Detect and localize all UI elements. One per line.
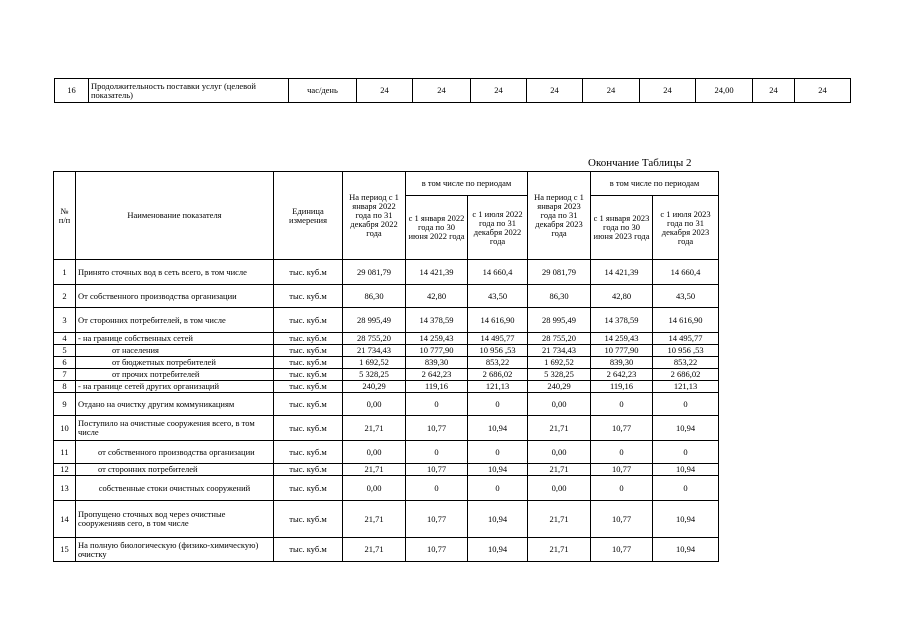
header-h1-2022: с 1 января 2022 года по 30 июня 2022 года [406,196,468,260]
table-row [54,381,719,393]
row-value: 24 [357,79,413,103]
row-value: 10,94 [468,464,528,476]
row-value: 21 734,43 [528,345,591,357]
table-row [54,285,719,308]
row-value: 2 642,23 [406,369,468,381]
row-value: 1 692,52 [343,357,406,369]
row-unit: тыс. куб.м [274,416,343,441]
row-number: 4 [54,333,76,345]
row-value: 0 [406,476,468,501]
row-value: 21,71 [528,464,591,476]
table-row [54,476,719,501]
row-value: 10 956 ,53 [653,345,719,357]
row-number: 12 [54,464,76,476]
row-number: 3 [54,308,76,333]
row-number: 6 [54,357,76,369]
row-value: 0,00 [528,441,591,464]
row-value: 21,71 [528,416,591,441]
row-value: 10 777,90 [406,345,468,357]
row-value: 21,71 [528,538,591,562]
row-value: 0,00 [343,393,406,416]
row-value: 10,77 [591,501,653,538]
header-period-2022: На период с 1 января 2022 года по 31 декабря 2022 года [343,172,406,260]
row-value: 10,94 [653,501,719,538]
row-value: 10,94 [468,538,528,562]
row-value: 28 995,49 [343,308,406,333]
row-name: от прочих потребителей [76,369,274,381]
row-value: 29 081,79 [528,260,591,285]
row-number: 16 [55,79,89,103]
row-value: 24 [471,79,527,103]
row-unit: тыс. куб.м [274,538,343,562]
header-unit: Единица измерения [274,172,343,260]
row-value: 14 616,90 [468,308,528,333]
row-name: Пропущено сточных вод через очистные сооруженияв сего, в том числе [76,501,274,538]
row-value: 10,77 [591,538,653,562]
row-value: 0,00 [343,441,406,464]
row-value: 10,77 [591,416,653,441]
table-row [54,416,719,441]
row-name: от бюджетных потребителей [76,357,274,369]
row-unit: час/день [289,79,357,103]
row-value: 86,30 [528,285,591,308]
row-value: 0 [406,441,468,464]
row-value: 853,22 [468,357,528,369]
table-row [54,357,719,369]
header-period-2023: На период с 1 января 2023 года по 31 декабря 2023 года [528,172,591,260]
row-unit: тыс. куб.м [274,308,343,333]
top-table-fragment [54,78,851,103]
table-row [54,501,719,538]
table-row [54,441,719,464]
row-value: 839,30 [406,357,468,369]
row-name: Принято сточных вод в сеть всего, в том числе [76,260,274,285]
row-value: 21,71 [343,416,406,441]
table-row [54,369,719,381]
row-number: 14 [54,501,76,538]
row-value: 14 421,39 [591,260,653,285]
row-value: 14 660,4 [653,260,719,285]
row-value: 119,16 [591,381,653,393]
row-value: 14 378,59 [406,308,468,333]
row-value: 10,94 [468,416,528,441]
row-value: 42,80 [591,285,653,308]
row-number: 5 [54,345,76,357]
row-value: 28 995,49 [528,308,591,333]
row-number: 9 [54,393,76,416]
row-value: 42,80 [406,285,468,308]
row-value: 14 421,39 [406,260,468,285]
row-value: 24 [753,79,795,103]
row-unit: тыс. куб.м [274,381,343,393]
row-value: 14 660,4 [468,260,528,285]
row-value: 121,13 [653,381,719,393]
row-value: 24 [640,79,696,103]
row-value: 86,30 [343,285,406,308]
row-value: 240,29 [343,381,406,393]
row-name: Поступило на очистные сооружения всего, в том числе [76,416,274,441]
row-number: 1 [54,260,76,285]
row-value: 121,13 [468,381,528,393]
header-h2-2023: с 1 июля 2023 года по 31 декабря 2023 года [653,196,719,260]
header-name: Наименование показателя [76,172,274,260]
row-value: 5 328,25 [343,369,406,381]
row-value: 24 [795,79,851,103]
row-value: 10 777,90 [591,345,653,357]
table-caption: Окончание Таблицы 2 [588,157,692,169]
row-value: 2 686,02 [653,369,719,381]
row-name: - на границе сетей других организаций [76,381,274,393]
row-unit: тыс. куб.м [274,345,343,357]
row-value: 10,77 [591,464,653,476]
row-number: 15 [54,538,76,562]
row-value: 43,50 [468,285,528,308]
row-value: 853,22 [653,357,719,369]
row-value: 2 642,23 [591,369,653,381]
row-value: 119,16 [406,381,468,393]
table-row [54,464,719,476]
row-value: 0 [591,393,653,416]
row-value: 0 [468,476,528,501]
row-unit: тыс. куб.м [274,369,343,381]
row-name: - на границе собственных сетей [76,333,274,345]
row-value: 14 495,77 [653,333,719,345]
row-value: 10,77 [406,501,468,538]
table-row [54,345,719,357]
table-row [54,393,719,416]
table-body [54,260,719,562]
row-unit: тыс. куб.м [274,357,343,369]
row-value: 0 [591,441,653,464]
row-value: 0,00 [528,393,591,416]
row-value: 10 956 ,53 [468,345,528,357]
table-row [54,333,719,345]
row-name: На полную биологическую (физико-химическую) очистку [76,538,274,562]
row-value: 0 [406,393,468,416]
row-value: 24,00 [696,79,753,103]
table-row [54,538,719,562]
header-group-2022: в том числе по периодам [406,172,528,196]
row-value: 14 495,77 [468,333,528,345]
row-value: 240,29 [528,381,591,393]
row-value: 24 [583,79,640,103]
row-unit: тыс. куб.м [274,260,343,285]
row-value: 14 259,43 [406,333,468,345]
row-value: 21,71 [343,464,406,476]
row-value: 43,50 [653,285,719,308]
header-group-2023: в том числе по периодам [591,172,719,196]
row-name: от населения [76,345,274,357]
row-unit: тыс. куб.м [274,501,343,538]
row-value: 29 081,79 [343,260,406,285]
row-unit: тыс. куб.м [274,476,343,501]
row-value: 14 378,59 [591,308,653,333]
row-number: 11 [54,441,76,464]
row-value: 0,00 [528,476,591,501]
row-unit: тыс. куб.м [274,285,343,308]
row-value: 10,77 [406,416,468,441]
row-value: 10,94 [653,464,719,476]
row-value: 14 259,43 [591,333,653,345]
row-value: 24 [527,79,583,103]
table-row [54,260,719,285]
row-name: от собственного производства организации [76,441,274,464]
row-value: 0 [468,441,528,464]
row-unit: тыс. куб.м [274,333,343,345]
table-row [55,79,851,103]
row-number: 13 [54,476,76,501]
row-value: 0 [653,441,719,464]
row-value: 0 [653,393,719,416]
row-name: от сторонних потребителей [76,464,274,476]
row-value: 2 686,02 [468,369,528,381]
header-h1-2023: с 1 января 2023 года по 30 июня 2023 года [591,196,653,260]
row-name: собственные стоки очистных сооружений [76,476,274,501]
row-number: 10 [54,416,76,441]
row-value: 0,00 [343,476,406,501]
row-value: 21,71 [528,501,591,538]
row-name: Отдано на очистку другим коммуникациям [76,393,274,416]
row-value: 21 734,43 [343,345,406,357]
row-value: 10,94 [653,416,719,441]
row-value: 14 616,90 [653,308,719,333]
row-number: 7 [54,369,76,381]
row-value: 1 692,52 [528,357,591,369]
row-value: 28 755,20 [343,333,406,345]
table-row [54,308,719,333]
row-value: 10,77 [406,538,468,562]
row-name: Продолжительность поставки услуг (целевой показатель) [89,79,289,103]
row-value: 10,94 [653,538,719,562]
main-table [53,171,719,562]
row-value: 21,71 [343,538,406,562]
header-h2-2022: с 1 июля 2022 года по 31 декабря 2022 года [468,196,528,260]
row-name: От собственного производства организации [76,285,274,308]
row-unit: тыс. куб.м [274,464,343,476]
row-number: 8 [54,381,76,393]
row-value: 839,30 [591,357,653,369]
row-value: 24 [413,79,471,103]
row-value: 0 [468,393,528,416]
row-value: 5 328,25 [528,369,591,381]
row-number: 2 [54,285,76,308]
row-unit: тыс. куб.м [274,441,343,464]
row-value: 28 755,20 [528,333,591,345]
header-num: № п/п [54,172,76,260]
row-unit: тыс. куб.м [274,393,343,416]
row-value: 21,71 [343,501,406,538]
row-value: 10,94 [468,501,528,538]
row-value: 0 [591,476,653,501]
row-value: 0 [653,476,719,501]
row-name: От сторонних потребителей, в том числе [76,308,274,333]
row-value: 10,77 [406,464,468,476]
